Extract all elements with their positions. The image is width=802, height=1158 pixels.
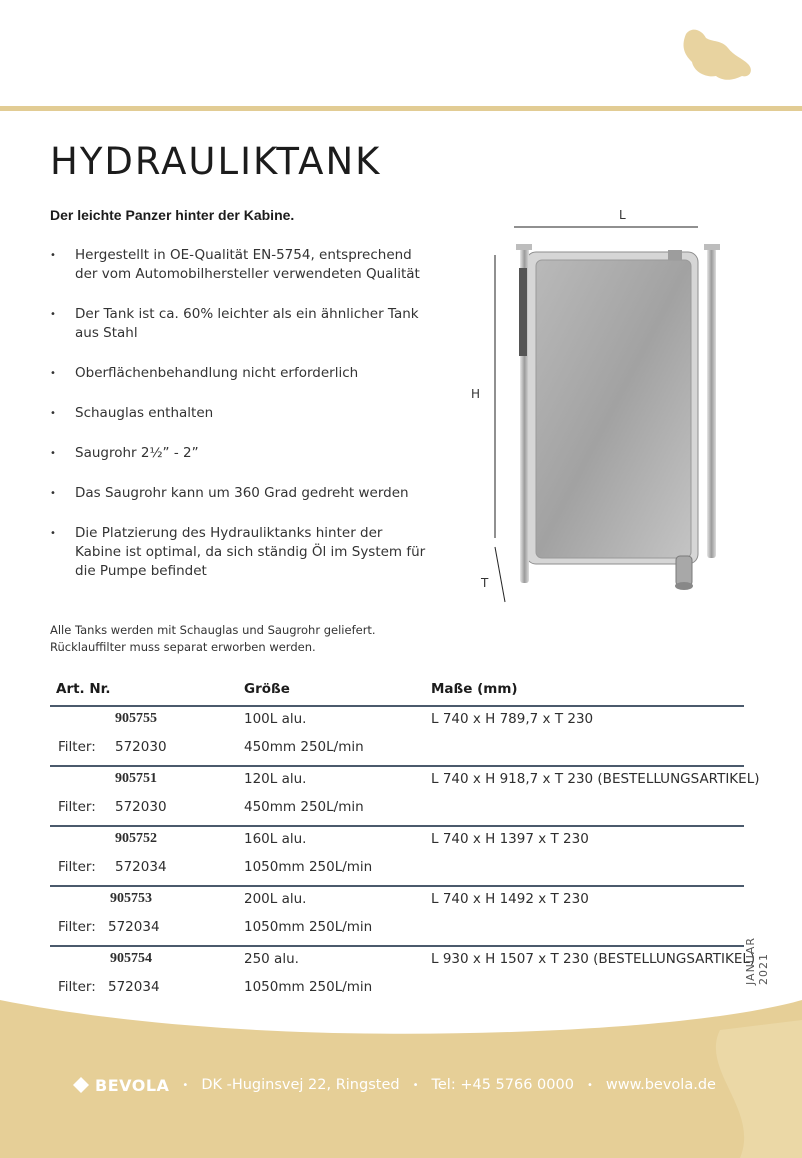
- feature-list: [50, 246, 430, 581]
- dimension-label-depth: T: [481, 576, 489, 590]
- header-art-nr: Art. Nr.: [56, 681, 111, 697]
- article-number: 905754: [110, 951, 152, 966]
- size: 160L alu.: [244, 831, 307, 847]
- filter-size: 1050mm 250L/min: [244, 919, 373, 935]
- dimensions: L 740 x H 789,7 x T 230: [431, 711, 594, 727]
- article-number: 905751: [115, 771, 157, 786]
- filter-size: 1050mm 250L/min: [244, 859, 373, 875]
- brand-name: BEVOLA: [95, 1075, 170, 1095]
- delivery-note: Alle Tanks werden mit Schauglas und Saugrohr geliefert. Rücklauffilter muss separat erworben werden.: [50, 623, 376, 654]
- filter-label: Filter:: [58, 799, 96, 815]
- header-accent-bar: [0, 106, 802, 111]
- separator: •: [586, 1079, 593, 1091]
- footer-contact-bar: [72, 1074, 716, 1096]
- brand-logo: [72, 1076, 169, 1095]
- table-header: [50, 677, 744, 707]
- table-row: [50, 887, 744, 947]
- website-link[interactable]: www.bevola.de: [605, 1077, 716, 1093]
- tank-illustration: [470, 200, 740, 610]
- feature-item: • Hergestellt in OE-Qualität EN-5754, entsprechend der vom Automobilhersteller verwendeten Qualität: [50, 246, 430, 284]
- filter-number: 572034: [108, 979, 160, 995]
- filter-number: 572030: [115, 739, 167, 755]
- header-dimensions: Maße (mm): [431, 681, 518, 697]
- size: 200L alu.: [244, 891, 307, 907]
- filter-number: 572030: [115, 799, 167, 815]
- filter-size: 1050mm 250L/min: [244, 979, 373, 995]
- feature-item: • Oberflächenbehandlung nicht erforderlich: [50, 364, 430, 383]
- subtitle: Der leichte Panzer hinter der Kabine.: [50, 207, 295, 223]
- filter-size: 450mm 250L/min: [244, 739, 364, 755]
- denmark-map-icon: [672, 22, 756, 88]
- size: 250 alu.: [244, 951, 299, 967]
- feature-item: • Schauglas enthalten: [50, 404, 430, 423]
- article-number: 905753: [110, 891, 152, 906]
- filter-label: Filter:: [58, 919, 96, 935]
- table-row: [50, 767, 760, 827]
- address: DK -Huginsvej 22, Ringsted: [201, 1077, 400, 1093]
- dimensions: L 930 x H 1507 x T 230 (BESTELLUNGSARTIKEL): [431, 951, 756, 967]
- header-size: Größe: [244, 681, 290, 697]
- article-number: 905752: [115, 831, 157, 846]
- dimensions: L 740 x H 1492 x T 230: [431, 891, 589, 907]
- size: 120L alu.: [244, 771, 307, 787]
- table-row: [50, 707, 744, 767]
- feature-item: • Das Saugrohr kann um 360 Grad gedreht werden: [50, 484, 430, 503]
- diamond-logo-icon: [72, 1076, 90, 1094]
- separator: •: [182, 1079, 189, 1091]
- filter-size: 450mm 250L/min: [244, 799, 364, 815]
- phone: Tel: +45 5766 0000: [431, 1077, 574, 1093]
- table-row: [50, 827, 744, 887]
- filter-label: Filter:: [58, 739, 96, 755]
- feature-item: • Die Platzierung des Hydrauliktanks hinter der Kabine ist optimal, da sich ständig Öl im System für die Pumpe befindet: [50, 524, 430, 581]
- filter-label: Filter:: [58, 859, 96, 875]
- filter-number: 572034: [115, 859, 167, 875]
- feature-item: • Saugrohr 2½” - 2”: [50, 444, 430, 463]
- dimension-label-length: L: [619, 208, 626, 222]
- page-title: HYDRAULIKTANK: [50, 140, 382, 183]
- article-number: 905755: [115, 711, 157, 726]
- feature-item: • Der Tank ist ca. 60% leichter als ein ähnlicher Tank aus Stahl: [50, 305, 430, 343]
- filter-number: 572034: [108, 919, 160, 935]
- size: 100L alu.: [244, 711, 307, 727]
- dimensions: L 740 x H 1397 x T 230: [431, 831, 589, 847]
- publication-date: JANUAR 2021: [744, 936, 770, 985]
- dimensions: L 740 x H 918,7 x T 230 (BESTELLUNGSARTIKEL): [431, 771, 760, 787]
- dimension-label-height: H: [471, 387, 481, 401]
- filter-label: Filter:: [58, 979, 96, 995]
- separator: •: [412, 1079, 419, 1091]
